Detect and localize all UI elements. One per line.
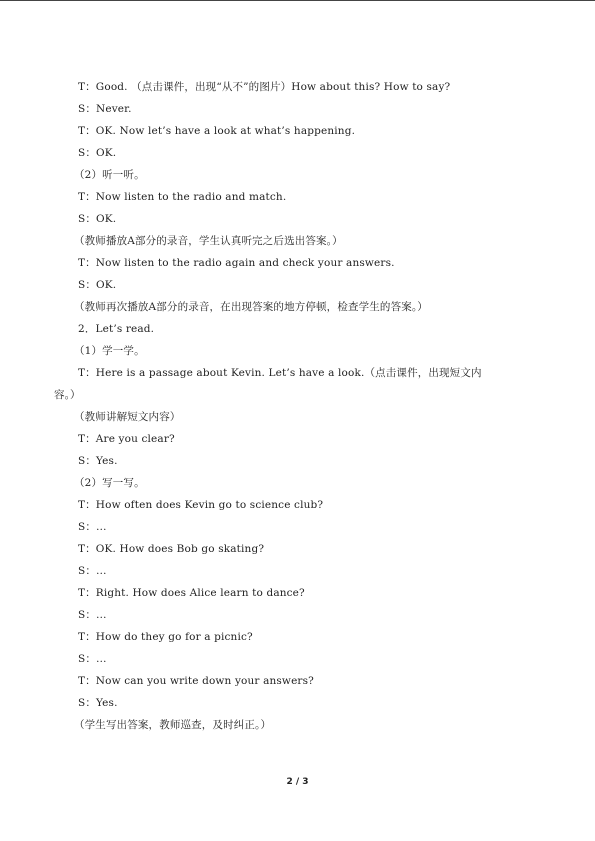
dialogue-line: T：Good. （点击课件，出现“从不”的图片）How about this? How to say? — [78, 81, 451, 93]
section-heading: 2．Let’s read. — [78, 323, 155, 335]
dialogue-line: S：… — [78, 653, 107, 665]
dialogue-line: T：OK. How does Bob go skating? — [78, 543, 265, 555]
dialogue-line: S：… — [78, 565, 107, 577]
section-heading: （2）写一写。 — [74, 477, 145, 489]
dialogue-line: S：… — [78, 609, 107, 621]
dialogue-line: T：Now can you write down your answers? — [78, 675, 314, 687]
dialogue-line: T：Right. How does Alice learn to dance? — [78, 587, 305, 599]
dialogue-line: S：Never. — [78, 103, 132, 115]
dialogue-line: T：Now listen to the radio again and check your answers. — [78, 257, 395, 269]
header-rule — [0, 0, 595, 1]
stage-direction: （学生写出答案，教师巡查，及时纠正。） — [74, 719, 272, 731]
dialogue-line-continuation: 容。） — [54, 389, 81, 401]
dialogue-line: T：How do they go for a picnic? — [78, 631, 253, 643]
dialogue-line: S：OK. — [78, 279, 117, 291]
dialogue-line: S：OK. — [78, 147, 117, 159]
dialogue-line: S：OK. — [78, 213, 117, 225]
page-number: 2 / 3 — [286, 777, 309, 787]
dialogue-line: T：Now listen to the radio and match. — [78, 191, 287, 203]
section-heading: （2）听一听。 — [74, 169, 145, 181]
dialogue-line: T：How often does Kevin go to science club? — [78, 499, 324, 511]
dialogue-line: T：Here is a passage about Kevin. Let’s have a look.（点击课件，出现短文内 — [78, 367, 482, 379]
dialogue-line: S：Yes. — [78, 697, 118, 709]
dialogue-line: S：Yes. — [78, 455, 118, 467]
stage-direction: （教师讲解短文内容） — [74, 411, 181, 423]
dialogue-line: T：Are you clear? — [78, 433, 175, 445]
dialogue-line: S：… — [78, 521, 107, 533]
stage-direction: （教师播放A部分的录音，学生认真听完之后选出答案。） — [74, 235, 343, 247]
dialogue-line: T：OK. Now let’s have a look at what’s happening. — [78, 125, 356, 137]
stage-direction: （教师再次播放A部分的录音，在出现答案的地方停顿，检查学生的答案。） — [74, 301, 428, 313]
section-heading: （1）学一学。 — [74, 345, 145, 357]
